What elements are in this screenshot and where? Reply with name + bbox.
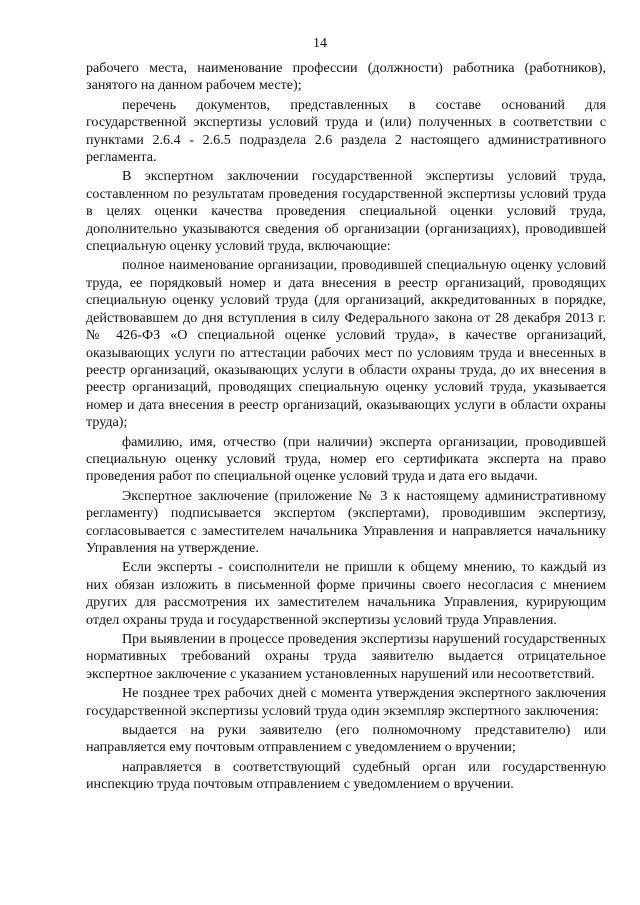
- document-body: [86, 60, 606, 796]
- paragraph-11: направляется в соответствующий судебный орган или государственную инспекцию труда почтовым отправлением с уведомлением о вручении.: [86, 758, 606, 793]
- page-number: 14: [313, 36, 327, 51]
- paragraph-1: рабочего места, наименование профессии (должности) работника (работников), занятого на данном рабочем месте);: [86, 60, 606, 94]
- paragraph-2: перечень документов, представленных в составе оснований для государственной экспертизы условий труда и (или) полученных в соответствии с пунктами 2.6.4 - 2.6.5 подраздела 2.6 раздела 2 настоящего административного регламента.: [86, 96, 606, 166]
- paragraph-6: Экспертное заключение (приложение № 3 к настоящему административному регламенту) подписывается экспертом (экспертами), проводившим экспертизу, согласовывается с заместителем начальника Управления и направляется начальнику Управления на утверждение.: [86, 487, 606, 556]
- paragraph-8: При выявлении в процессе проведения экспертизы нарушений государственных нормативных требований охраны труда заявителю выдается отрицательное экспертное заключение с указанием установленных нарушений или несоответствий.: [86, 631, 606, 682]
- paragraph-7: Если эксперты - соисполнители не пришли к общему мнению, то каждый из них обязан изложить в письменной форме причины своего несогласия с мнением других для рассмотрения их заместителем начальника Управления, курирующим отдел охраны труда и государственной экспертизы условий труда Управления.: [86, 559, 606, 628]
- paragraph-5: фамилию, имя, отчество (при наличии) эксперта организации, проводившей специальную оценку условий труда, номер его сертификата эксперта на право проведения работ по специальной оценке условий труда и дата его выдачи.: [86, 433, 606, 485]
- paragraph-9: Не позднее трех рабочих дней с момента утверждения экспертного заключения государственной экспертизы условий труда один экземпляр экспертного заключения:: [86, 685, 606, 719]
- paragraph-10: выдается на руки заявителю (его полномочному представителю) или направляется ему почтовым отправлением с уведомлением о вручении;: [86, 722, 606, 756]
- paragraph-4: полное наименование организации, проводившей специальную оценку условий труда, ее порядковый номер и дата внесения в реестр организаций, проводящих специальную оценку условий труда (для организаций, аккредитованных в порядке, действовавшем до дня вступления в силу Федерального закона от 28 декабря 2013 г. № 426-ФЗ «О специальной оценке условий труда», в качестве организаций, оказывающих услуги по аттестации рабочих мест по условиям труда и внесенных в реестр организаций, оказывающих услуги в области охраны труда, до их внесения в реестр организаций, проводящих специальную оценку условий труда, указывается номер и дата внесения в реестр организаций, оказывающих услуги в области охраны труда);: [86, 257, 606, 431]
- paragraph-3: В экспертном заключении государственной экспертизы условий труда, составленном по результатам проведения государственной экспертизы условий труда в целях оценки качества проведения специальной оценки условий труда, дополнительно указываются сведения об организации (организациях), проводившей специальную оценку условий труда, включающие:: [86, 168, 606, 255]
